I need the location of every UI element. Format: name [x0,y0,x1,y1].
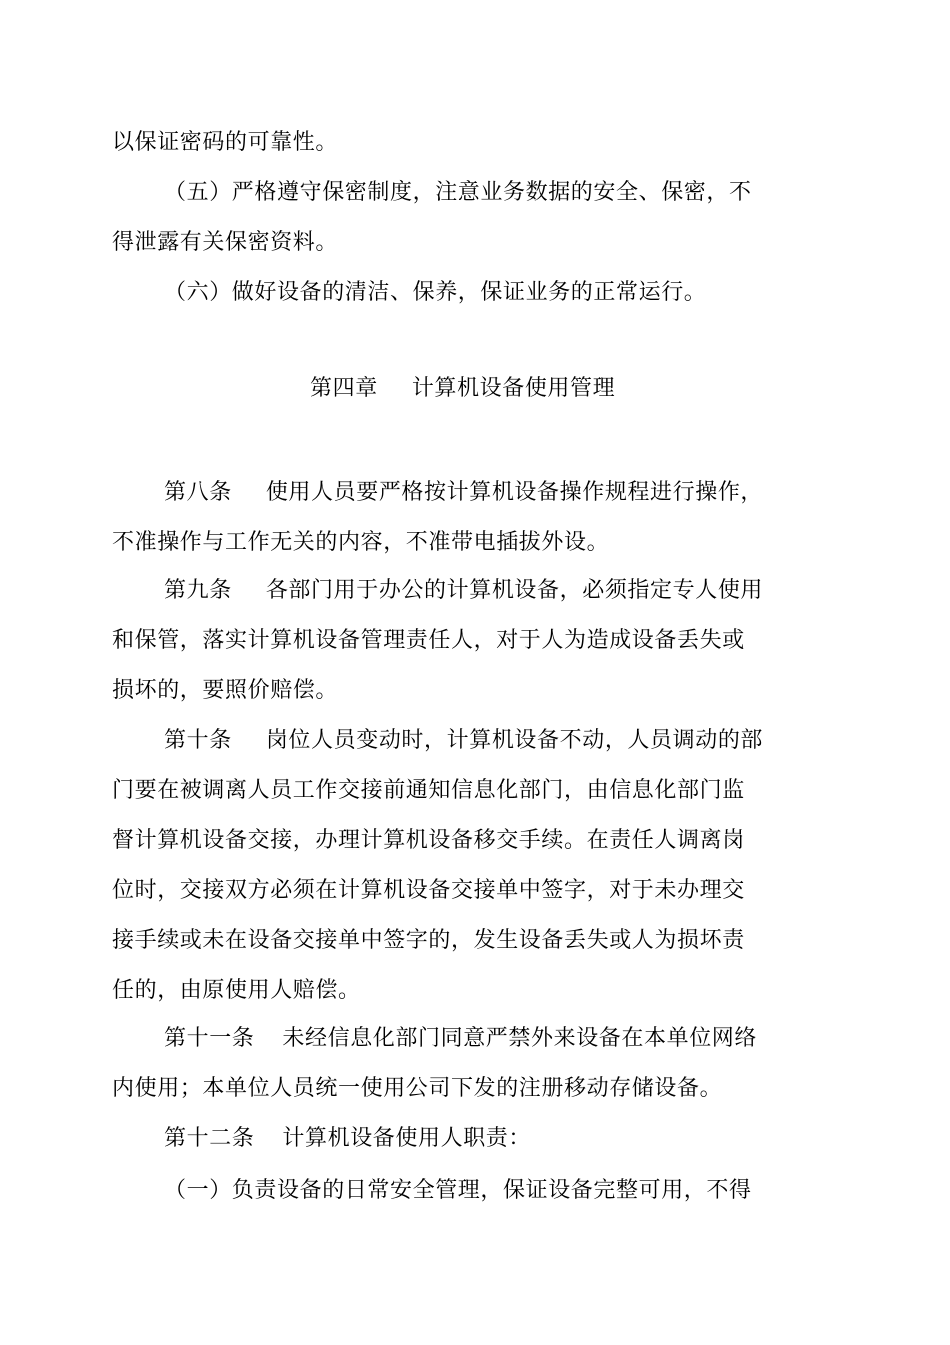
article-text: 计算机设备使用人职责： [282,1126,532,1151]
chapter-title: 计算机设备使用管理 [411,376,616,401]
paragraph-line: （一）负责设备的日常安全管理，保证设备完整可用，不得 [164,1178,752,1203]
paragraph-line: （五）严格遵守保密制度，注意业务数据的安全、保密，不 [164,180,752,205]
paragraph-line: 督计算机设备交接，办理计算机设备移交手续。在责任人调离岗 [112,828,745,853]
article-9-line-1 [164,576,763,606]
article-text: 使用人员要严格按计算机设备操作规程进行操作， [265,480,764,505]
article-text: 岗位人员变动时，计算机设备不动，人员调动的部 [265,728,764,753]
paragraph-line: 门要在被调离人员工作交接前通知信息化部门，由信息化部门监 [112,778,745,803]
paragraph-line: （六）做好设备的清洁、保养，保证业务的正常运行。 [164,280,707,305]
paragraph-line: 损坏的，要照价赔偿。 [112,678,339,703]
article-label: 第十条 [164,728,232,753]
paragraph-line: 位时，交接双方必须在计算机设备交接单中签字，对于未办理交 [112,878,745,903]
article-text: 未经信息化部门同意严禁外来设备在本单位网络 [282,1026,758,1051]
paragraph-line: 不准操作与工作无关的内容，不准带电插拔外设。 [112,530,610,555]
paragraph-line: 内使用；本单位人员统一使用公司下发的注册移动存储设备。 [112,1076,723,1101]
paragraph-line: 接手续或未在设备交接单中签字的，发生设备丢失或人为损坏责 [112,928,745,953]
paragraph-line: 和保管，落实计算机设备管理责任人，对于人为造成设备丢失或 [112,628,745,653]
article-label: 第九条 [164,578,232,603]
article-label: 第十一条 [164,1026,255,1051]
article-12-line-1 [164,1124,531,1154]
article-label: 第十二条 [164,1126,255,1151]
article-label: 第八条 [164,480,232,505]
paragraph-line: 以保证密码的可靠性。 [112,130,339,155]
paragraph-line: 任的，由原使用人赔偿。 [112,978,361,1003]
chapter-number: 第四章 [310,376,378,401]
article-text: 各部门用于办公的计算机设备，必须指定专人使用 [265,578,764,603]
article-8-line-1 [164,478,763,508]
article-11-line-1 [164,1024,757,1054]
paragraph-line: 得泄露有关保密资料。 [112,230,339,255]
chapter-heading [310,374,615,404]
article-10-line-1 [164,726,763,756]
